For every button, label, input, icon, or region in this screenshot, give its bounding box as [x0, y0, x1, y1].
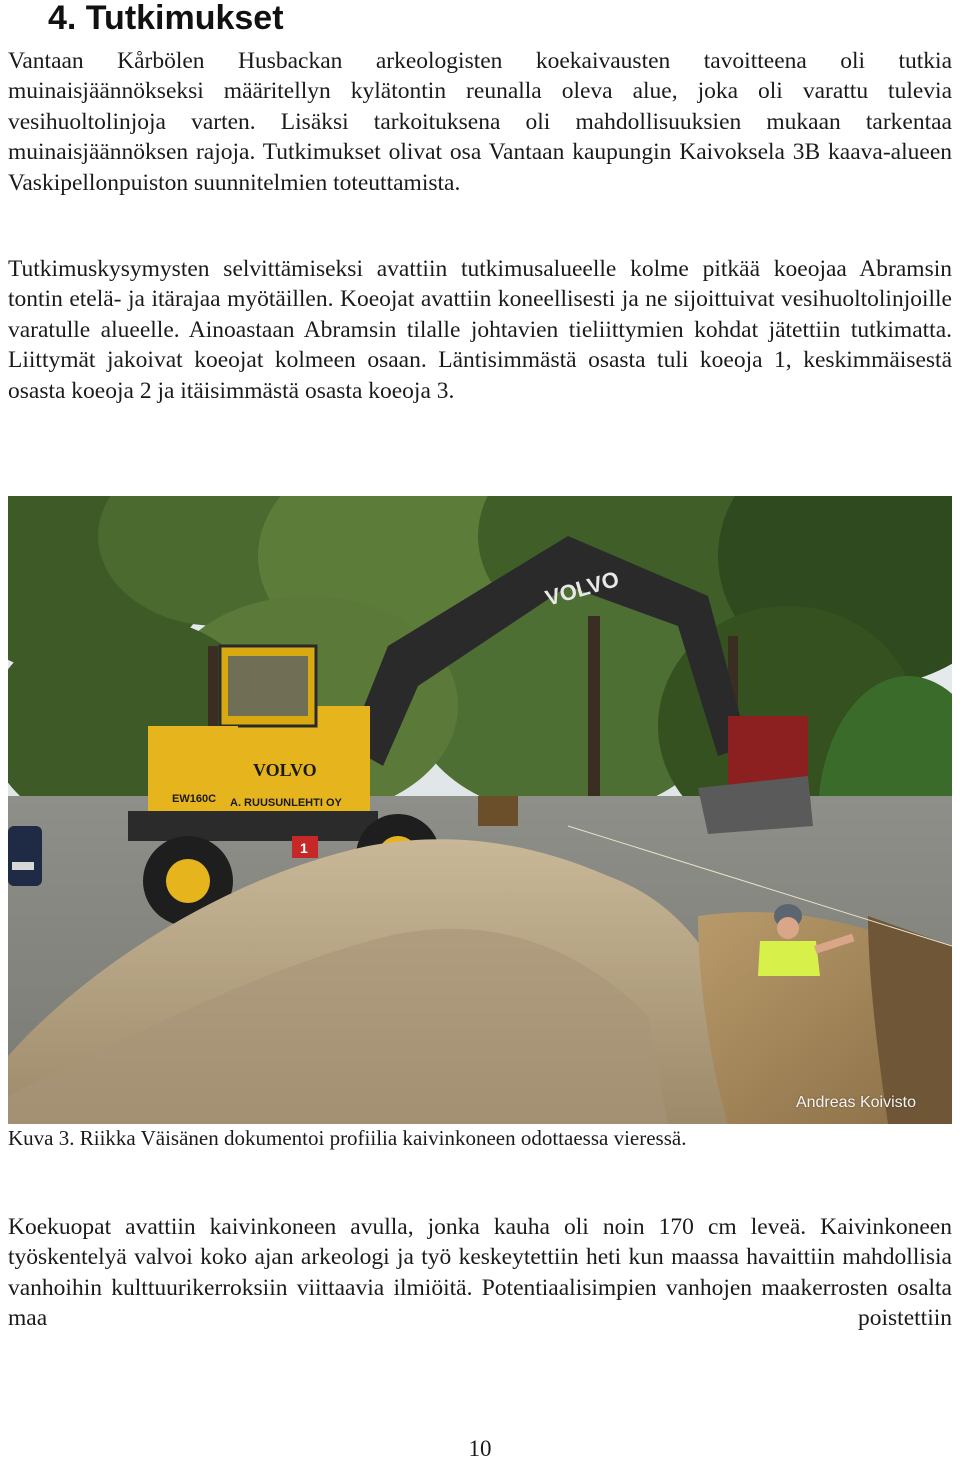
methods-paragraph: Koekuopat avattiin kaivinkoneen avulla, jonka kauha oli noin 170 cm leveä. Kaivinkoneen työskentelyä valvoi koko ajan arkeologi ja työ keskeytettiin heti kun maassa havaittiin mahdollisia vanhoihin kulttuurikerroksiin viittaavia ilmiöitä. Potentiaalisimpien vanhojen maakerrosten osalta maa poistettiin	[8, 1214, 952, 1332]
arm-brand-text: VOLVO	[542, 565, 622, 611]
model-plate-text: EW160C	[172, 793, 217, 805]
intro-paragraph: Vantaan Kårbölen Husbackan arkeologisten koekaivausten tavoitteena oli tutkia muinaisjäännökseksi määritellyn kylätontin reunalla oleva alue, joka oli varattu tulevia vesihuoltolinjoja varten. Lisäksi tarkoituksena oli mahdollisuuksien mukaan tarkentaa muinaisjäännöksen rajoja. Tutkimukset olivat osa Vantaan kaupungin Kaivoksela 3B kaava-alueen Vaskipellonpuiston suunnitelmien toteuttamista.	[8, 48, 952, 196]
body-brand-text: VOLVO	[253, 760, 317, 780]
section-heading: 4. Tutkimukset	[48, 0, 284, 37]
parked-car	[8, 826, 42, 886]
trenches-paragraph: Tutkimuskysymysten selvittämiseksi avattiin tutkimusalueelle kolme pitkää koeojaa Abramsin tontin etelä- ja itärajaa myötäillen. Koeojat avattiin koneellisesti ja ne sijoittuivat vesihuoltolinjoille varatulle alueelle. Ainoastaan Abramsin tilalle johtavien tieliittymien kohdat jätettiin tutkimatta. Liittymät jakoivat koeojat kolmeen osaan. Läntisimmästä osasta tuli koeoja 1, keskimmäisestä osasta koeoja 2 ja itäisimmästä osasta koeoja 3.	[8, 256, 952, 404]
number-sign-text: 1	[300, 840, 308, 856]
photo-credit: Andreas Koivisto	[795, 1094, 916, 1111]
figure-caption: Kuva 3. Riikka Väisänen dokumentoi profiilia kaivinkoneen odottaessa vieressä.	[8, 1126, 687, 1150]
excavation-photo	[8, 496, 952, 1124]
excavation-photo-illustration	[8, 496, 952, 1124]
page-number: 10	[468, 1436, 492, 1461]
company-plate-text: A. RUUSUNLEHTI OY	[230, 797, 342, 809]
